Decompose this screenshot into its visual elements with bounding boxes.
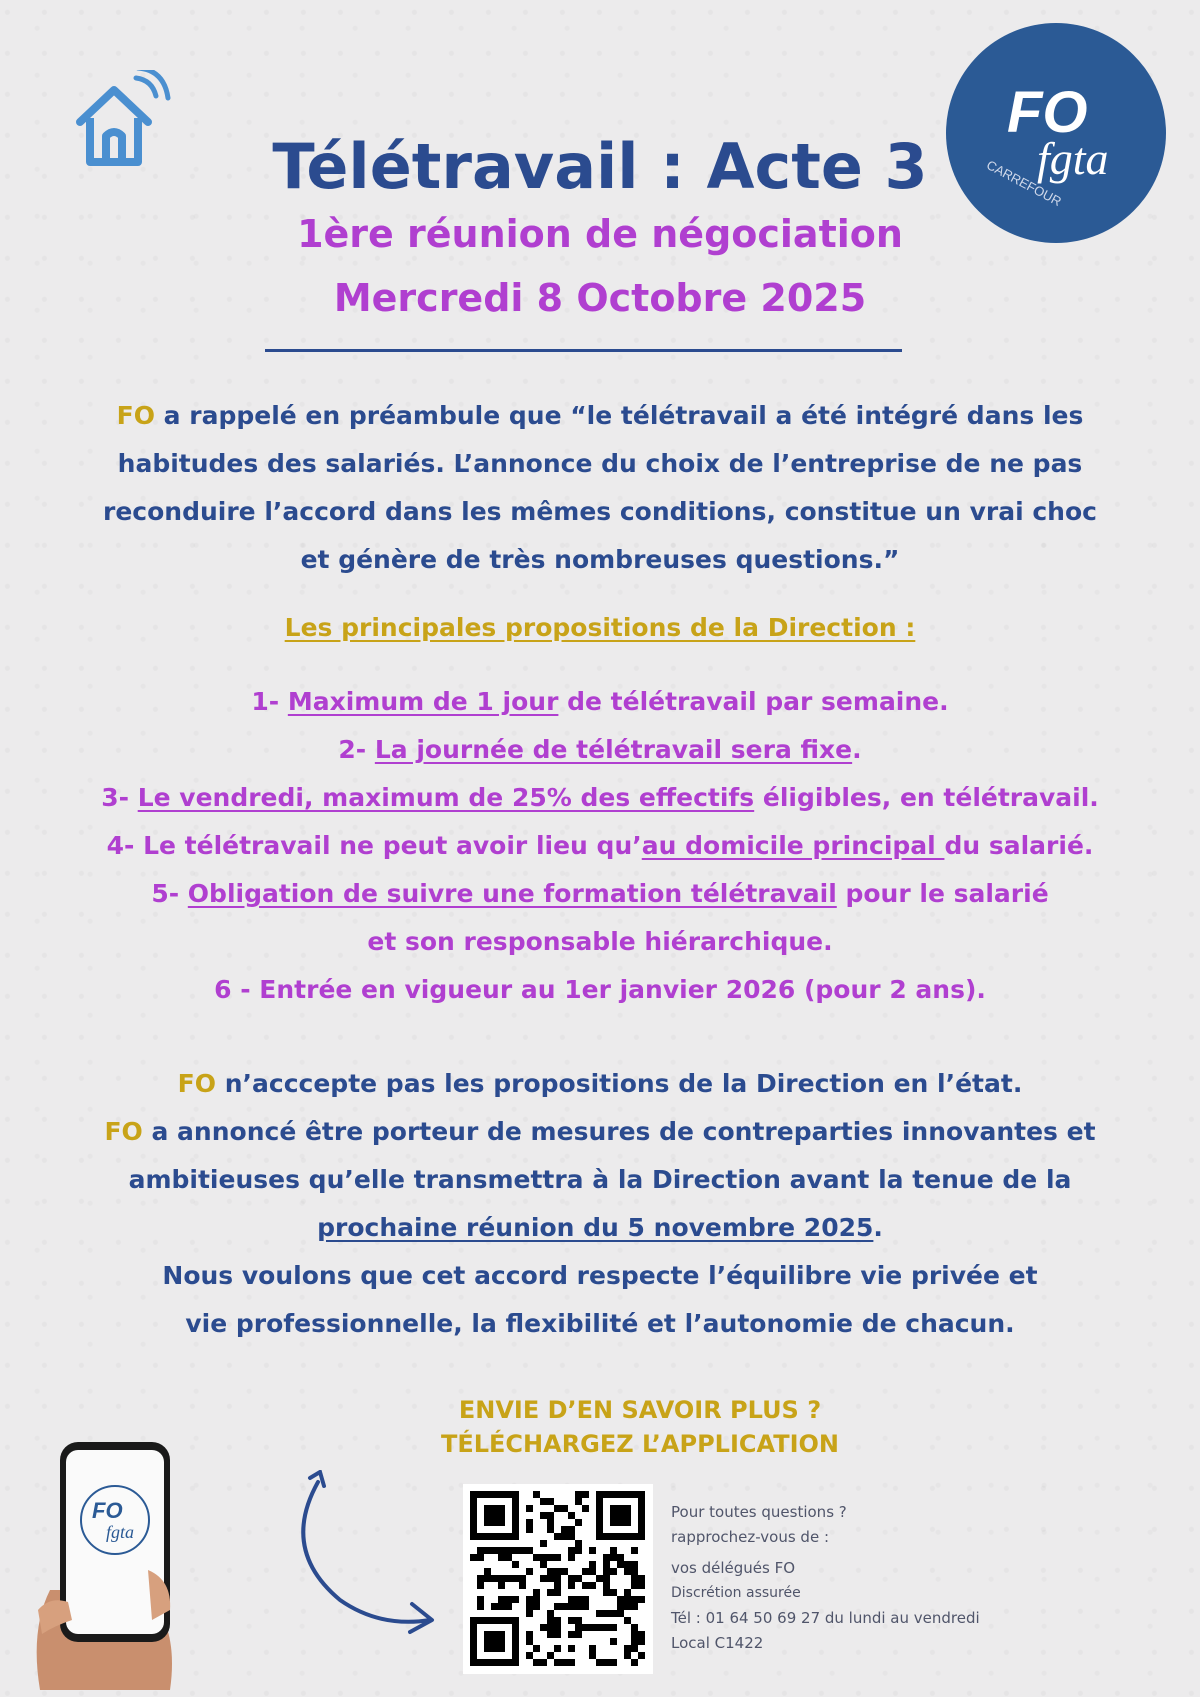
intro-line: habitudes des salariés. L’annonce du choix de l’entreprise de ne pas xyxy=(117,449,1083,478)
contact-line: rapprochez-vous de : xyxy=(671,1528,829,1546)
proposal-item: 1- Maximum de 1 jour de télétravail par semaine. xyxy=(251,687,949,716)
proposal-item: 5- Obligation de suivre une formation télétravail pour le salarié xyxy=(151,879,1049,908)
meeting-date: Mercredi 8 Octobre 2025 xyxy=(333,276,867,320)
contact-line: Pour toutes questions ? xyxy=(671,1503,847,1521)
conclusion-line: Nous voulons que cet accord respecte l’équilibre vie privée et xyxy=(162,1261,1038,1290)
contact-line: vos délégués FO xyxy=(671,1559,796,1577)
cta-line: TÉLÉCHARGEZ L’APPLICATION xyxy=(440,1430,840,1458)
proposal-item: 2- La journée de télétravail sera fixe. xyxy=(338,735,862,764)
logo-ring-text: CARREFOUR xyxy=(984,157,1064,210)
intro-line-text: a rappelé en préambule que “le télétravail a été intégré dans les xyxy=(154,401,1084,430)
proposals-heading: Les principales propositions de la Direction : xyxy=(284,613,916,642)
proposal-item: 3- Le vendredi, maximum de 25% des effectifs éligibles, en télétravail. xyxy=(101,783,1099,812)
conclusion-line: ambitieuses qu’elle transmettra à la Direction avant la tenue de la xyxy=(128,1165,1072,1194)
divider xyxy=(265,349,902,352)
cta-line: ENVIE D’EN SAVOIR PLUS ? xyxy=(458,1396,822,1424)
svg-text:fgta: fgta xyxy=(106,1522,135,1542)
conclusion-line: prochaine réunion du 5 novembre 2025. xyxy=(317,1213,883,1242)
intro-line: reconduire l’accord dans les mêmes conditions, constitue un vrai choc xyxy=(103,497,1097,526)
contact-line: Tél : 01 64 50 69 27 du lundi au vendredi xyxy=(671,1609,980,1627)
logo-sub-text: fgta xyxy=(1037,133,1109,184)
curved-arrow-icon xyxy=(290,1470,450,1640)
phone-in-hand-icon xyxy=(20,1420,180,1690)
contact-line: Discrétion assurée xyxy=(671,1585,801,1601)
app-cta xyxy=(250,1393,1030,1461)
proposal-item: 4- Le télétravail ne peut avoir lieu qu’au domicile principal du salarié. xyxy=(106,831,1094,860)
logo-main-text: FO xyxy=(1007,80,1088,145)
fo-label: FO xyxy=(104,1117,143,1146)
intro-line xyxy=(0,392,1200,440)
conclusion-line: FO a annoncé être porteur de mesures de contreparties innovantes et xyxy=(104,1117,1096,1146)
conclusion-line: FO n’acccepte pas les propositions de la Direction en l’état. xyxy=(177,1069,1023,1098)
contact-info xyxy=(671,1500,980,1656)
qr-code[interactable] xyxy=(463,1484,653,1674)
conclusion-paragraph xyxy=(0,1060,1200,1348)
fo-label: FO xyxy=(116,401,155,430)
conclusion-line: vie professionnelle, la flexibilité et l’autonomie de chacun. xyxy=(185,1309,1015,1338)
intro-paragraph xyxy=(0,392,1200,584)
contact-line: Local C1422 xyxy=(671,1634,764,1652)
page-title: Télétravail : Acte 3 xyxy=(272,130,928,203)
fo-label: FO xyxy=(177,1069,217,1098)
proposals-list xyxy=(0,678,1200,1014)
intro-line: et génère de très nombreuses questions.” xyxy=(300,545,900,574)
proposal-item: et son responsable hiérarchique. xyxy=(367,927,833,956)
proposal-item: 6 - Entrée en vigueur au 1er janvier 2026 (pour 2 ans). xyxy=(214,975,986,1004)
svg-text:FO: FO xyxy=(92,1498,123,1523)
page-subtitle: 1ère réunion de négociation xyxy=(297,212,903,256)
